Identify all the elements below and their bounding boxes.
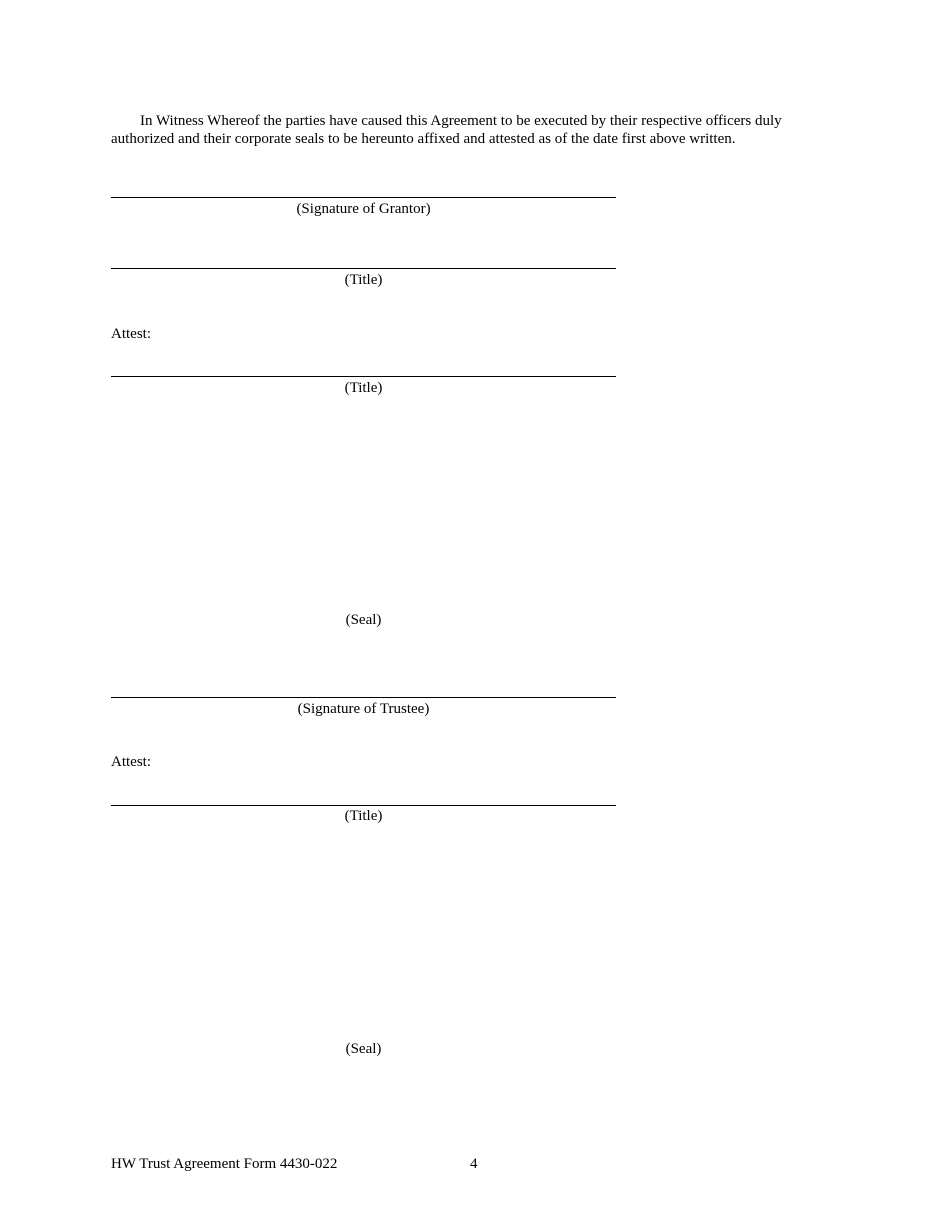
trustee-signature-line — [111, 697, 616, 698]
grantor-signature-line — [111, 197, 616, 198]
trustee-attest-title-line — [111, 805, 616, 806]
grantor-title-label: (Title) — [344, 272, 383, 288]
grantor-attest-title-line — [111, 376, 616, 377]
footer-page-number: 4 — [470, 1156, 478, 1172]
grantor-attest-label: Attest: — [111, 326, 151, 342]
trustee-attest-label: Attest: — [111, 754, 151, 770]
trustee-seal-label: (Seal) — [345, 1041, 382, 1057]
grantor-title-line — [111, 268, 616, 269]
grantor-attest-title-label: (Title) — [344, 380, 383, 396]
witness-paragraph: In Witness Whereof the parties have caused this Agreement to be executed by their respective officers duly authorized and their corporate seals to be hereunto affixed and attested as of the date first above written. — [111, 113, 782, 147]
footer-form-name: HW Trust Agreement Form 4430-022 — [111, 1156, 338, 1172]
grantor-signature-label: (Signature of Grantor) — [296, 201, 431, 217]
trustee-signature-label: (Signature of Trustee) — [297, 701, 430, 717]
grantor-seal-label: (Seal) — [345, 612, 382, 628]
trustee-attest-title-label: (Title) — [344, 808, 383, 824]
